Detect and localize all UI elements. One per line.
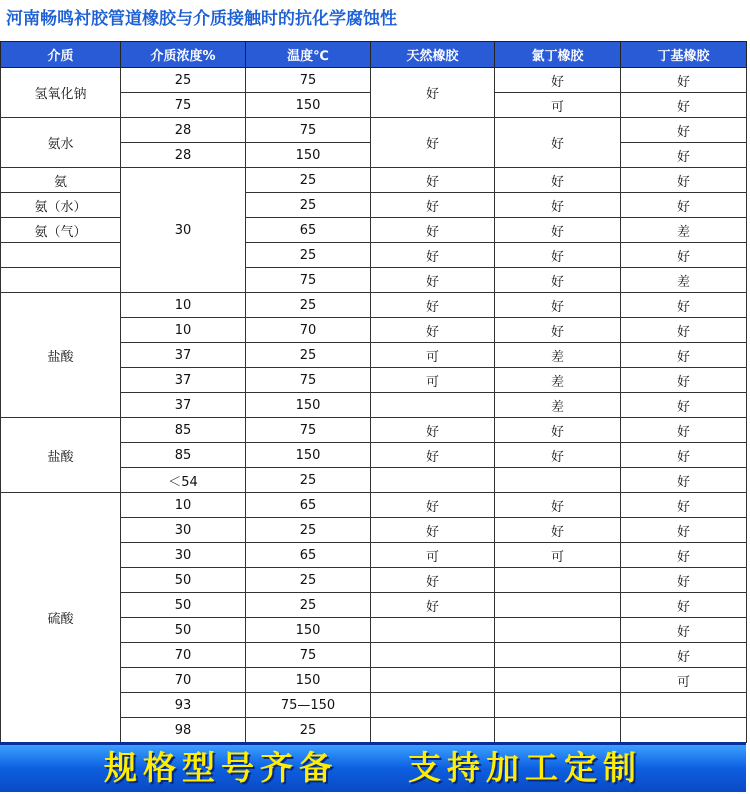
header-medium: 介质 — [1, 42, 121, 68]
table-row — [1, 243, 747, 268]
cell-natural-rubber — [371, 718, 495, 743]
cell-concentration: 37 — [121, 343, 246, 368]
table-row — [1, 68, 747, 93]
cell-medium: 氢氧化钠 — [1, 68, 121, 118]
cell-temperature: 150 — [246, 93, 371, 118]
cell-butyl-rubber: 差 — [621, 268, 747, 293]
cell-neoprene-rubber: 好 — [495, 493, 621, 518]
cell-temperature: 150 — [246, 618, 371, 643]
cell-medium: 氨 — [1, 168, 121, 193]
cell-butyl-rubber: 好 — [621, 68, 747, 93]
cell-temperature: 70 — [246, 318, 371, 343]
cell-butyl-rubber: 好 — [621, 118, 747, 143]
cell-natural-rubber — [371, 668, 495, 693]
cell-natural-rubber: 可 — [371, 543, 495, 568]
table-row — [1, 493, 747, 518]
cell-neoprene-rubber — [495, 693, 621, 718]
table-row — [1, 418, 747, 443]
cell-concentration: 10 — [121, 493, 246, 518]
cell-butyl-rubber: 好 — [621, 343, 747, 368]
cell-natural-rubber: 好 — [371, 68, 495, 118]
cell-neoprene-rubber: 差 — [495, 368, 621, 393]
cell-butyl-rubber: 好 — [621, 318, 747, 343]
cell-concentration: 37 — [121, 393, 246, 418]
cell-butyl-rubber: 好 — [621, 393, 747, 418]
cell-butyl-rubber: 好 — [621, 643, 747, 668]
cell-natural-rubber — [371, 468, 495, 493]
cell-temperature: 25 — [246, 168, 371, 193]
cell-temperature: 25 — [246, 343, 371, 368]
cell-concentration: 25 — [121, 68, 246, 93]
cell-neoprene-rubber — [495, 718, 621, 743]
cell-natural-rubber — [371, 393, 495, 418]
cell-butyl-rubber: 好 — [621, 618, 747, 643]
cell-natural-rubber: 好 — [371, 568, 495, 593]
cell-neoprene-rubber: 可 — [495, 543, 621, 568]
cell-natural-rubber: 可 — [371, 343, 495, 368]
header-temperature: 温度℃ — [246, 42, 371, 68]
cell-medium: 盐酸 — [1, 418, 121, 493]
cell-butyl-rubber: 好 — [621, 243, 747, 268]
cell-temperature: 75—150 — [246, 693, 371, 718]
cell-neoprene-rubber: 好 — [495, 118, 621, 168]
chemical-resistance-table — [0, 41, 747, 743]
cell-temperature: 150 — [246, 393, 371, 418]
cell-butyl-rubber: 好 — [621, 293, 747, 318]
table-row — [1, 268, 747, 293]
cell-concentration: ＜54 — [121, 468, 246, 493]
cell-concentration: 10 — [121, 318, 246, 343]
cell-temperature: 25 — [246, 468, 371, 493]
cell-neoprene-rubber: 好 — [495, 168, 621, 193]
cell-neoprene-rubber — [495, 643, 621, 668]
promo-banner: 规格型号齐备 支持加工定制 — [0, 742, 746, 792]
cell-natural-rubber: 好 — [371, 518, 495, 543]
cell-natural-rubber: 好 — [371, 493, 495, 518]
cell-temperature: 25 — [246, 293, 371, 318]
cell-neoprene-rubber: 好 — [495, 293, 621, 318]
cell-butyl-rubber: 好 — [621, 543, 747, 568]
cell-neoprene-rubber: 好 — [495, 268, 621, 293]
cell-neoprene-rubber: 好 — [495, 518, 621, 543]
cell-butyl-rubber: 可 — [621, 668, 747, 693]
cell-neoprene-rubber — [495, 593, 621, 618]
cell-concentration: 85 — [121, 418, 246, 443]
cell-medium — [1, 243, 121, 268]
cell-temperature: 150 — [246, 668, 371, 693]
cell-butyl-rubber: 好 — [621, 168, 747, 193]
cell-concentration: 75 — [121, 93, 246, 118]
cell-temperature: 75 — [246, 418, 371, 443]
cell-neoprene-rubber — [495, 568, 621, 593]
cell-temperature: 75 — [246, 643, 371, 668]
cell-concentration: 30 — [121, 518, 246, 543]
cell-neoprene-rubber — [495, 618, 621, 643]
cell-concentration: 50 — [121, 618, 246, 643]
cell-butyl-rubber: 好 — [621, 193, 747, 218]
cell-natural-rubber — [371, 693, 495, 718]
cell-neoprene-rubber: 好 — [495, 418, 621, 443]
cell-concentration: 50 — [121, 568, 246, 593]
header-neoprene-rubber: 氯丁橡胶 — [495, 42, 621, 68]
cell-butyl-rubber: 差 — [621, 218, 747, 243]
cell-temperature: 65 — [246, 218, 371, 243]
cell-butyl-rubber: 好 — [621, 418, 747, 443]
cell-butyl-rubber: 好 — [621, 93, 747, 118]
cell-concentration: 50 — [121, 593, 246, 618]
header-natural-rubber: 天然橡胶 — [371, 42, 495, 68]
cell-neoprene-rubber: 好 — [495, 318, 621, 343]
cell-concentration: 30 — [121, 543, 246, 568]
cell-concentration: 98 — [121, 718, 246, 743]
cell-neoprene-rubber: 差 — [495, 343, 621, 368]
cell-neoprene-rubber: 好 — [495, 443, 621, 468]
table-row — [1, 293, 747, 318]
cell-concentration: 85 — [121, 443, 246, 468]
cell-medium: 硫酸 — [1, 493, 121, 743]
cell-medium — [1, 268, 121, 293]
cell-butyl-rubber: 好 — [621, 493, 747, 518]
cell-medium: 盐酸 — [1, 293, 121, 418]
cell-temperature: 65 — [246, 543, 371, 568]
cell-natural-rubber: 好 — [371, 193, 495, 218]
cell-natural-rubber: 好 — [371, 118, 495, 168]
cell-natural-rubber: 好 — [371, 418, 495, 443]
cell-temperature: 75 — [246, 118, 371, 143]
table-row — [1, 193, 747, 218]
cell-concentration: 70 — [121, 668, 246, 693]
cell-temperature: 150 — [246, 143, 371, 168]
cell-concentration: 10 — [121, 293, 246, 318]
cell-neoprene-rubber: 好 — [495, 218, 621, 243]
cell-temperature: 75 — [246, 368, 371, 393]
cell-concentration: 30 — [121, 168, 246, 293]
cell-neoprene-rubber: 可 — [495, 93, 621, 118]
cell-medium: 氨水 — [1, 118, 121, 168]
header-butyl-rubber: 丁基橡胶 — [621, 42, 747, 68]
cell-natural-rubber: 好 — [371, 218, 495, 243]
cell-natural-rubber: 好 — [371, 293, 495, 318]
cell-butyl-rubber: 好 — [621, 143, 747, 168]
cell-natural-rubber: 好 — [371, 593, 495, 618]
cell-natural-rubber: 好 — [371, 268, 495, 293]
header-concentration: 介质浓度% — [121, 42, 246, 68]
cell-temperature: 75 — [246, 268, 371, 293]
table-header-row — [1, 42, 747, 68]
cell-temperature: 25 — [246, 718, 371, 743]
cell-natural-rubber — [371, 618, 495, 643]
cell-medium: 氨（气） — [1, 218, 121, 243]
table-row — [1, 218, 747, 243]
cell-neoprene-rubber — [495, 668, 621, 693]
cell-butyl-rubber — [621, 718, 747, 743]
cell-temperature: 65 — [246, 493, 371, 518]
cell-temperature: 25 — [246, 518, 371, 543]
cell-butyl-rubber: 好 — [621, 468, 747, 493]
table-row — [1, 168, 747, 193]
cell-medium: 氨（水） — [1, 193, 121, 218]
cell-neoprene-rubber: 好 — [495, 193, 621, 218]
cell-concentration: 70 — [121, 643, 246, 668]
cell-neoprene-rubber: 好 — [495, 243, 621, 268]
cell-concentration: 28 — [121, 118, 246, 143]
cell-natural-rubber: 好 — [371, 243, 495, 268]
cell-temperature: 25 — [246, 193, 371, 218]
cell-butyl-rubber — [621, 693, 747, 718]
table-row — [1, 118, 747, 143]
cell-butyl-rubber: 好 — [621, 568, 747, 593]
cell-concentration: 37 — [121, 368, 246, 393]
cell-temperature: 150 — [246, 443, 371, 468]
cell-butyl-rubber: 好 — [621, 443, 747, 468]
cell-concentration: 93 — [121, 693, 246, 718]
cell-natural-rubber: 可 — [371, 368, 495, 393]
cell-natural-rubber: 好 — [371, 443, 495, 468]
cell-temperature: 25 — [246, 243, 371, 268]
cell-temperature: 25 — [246, 568, 371, 593]
cell-temperature: 75 — [246, 68, 371, 93]
cell-neoprene-rubber — [495, 468, 621, 493]
cell-natural-rubber: 好 — [371, 318, 495, 343]
cell-butyl-rubber: 好 — [621, 368, 747, 393]
cell-neoprene-rubber: 差 — [495, 393, 621, 418]
page-title: 河南畅鸣衬胶管道橡胶与介质接触时的抗化学腐蚀性 — [6, 9, 397, 29]
cell-concentration: 28 — [121, 143, 246, 168]
cell-butyl-rubber: 好 — [621, 518, 747, 543]
cell-natural-rubber — [371, 643, 495, 668]
cell-butyl-rubber: 好 — [621, 593, 747, 618]
cell-temperature: 25 — [246, 593, 371, 618]
cell-natural-rubber: 好 — [371, 168, 495, 193]
cell-neoprene-rubber: 好 — [495, 68, 621, 93]
